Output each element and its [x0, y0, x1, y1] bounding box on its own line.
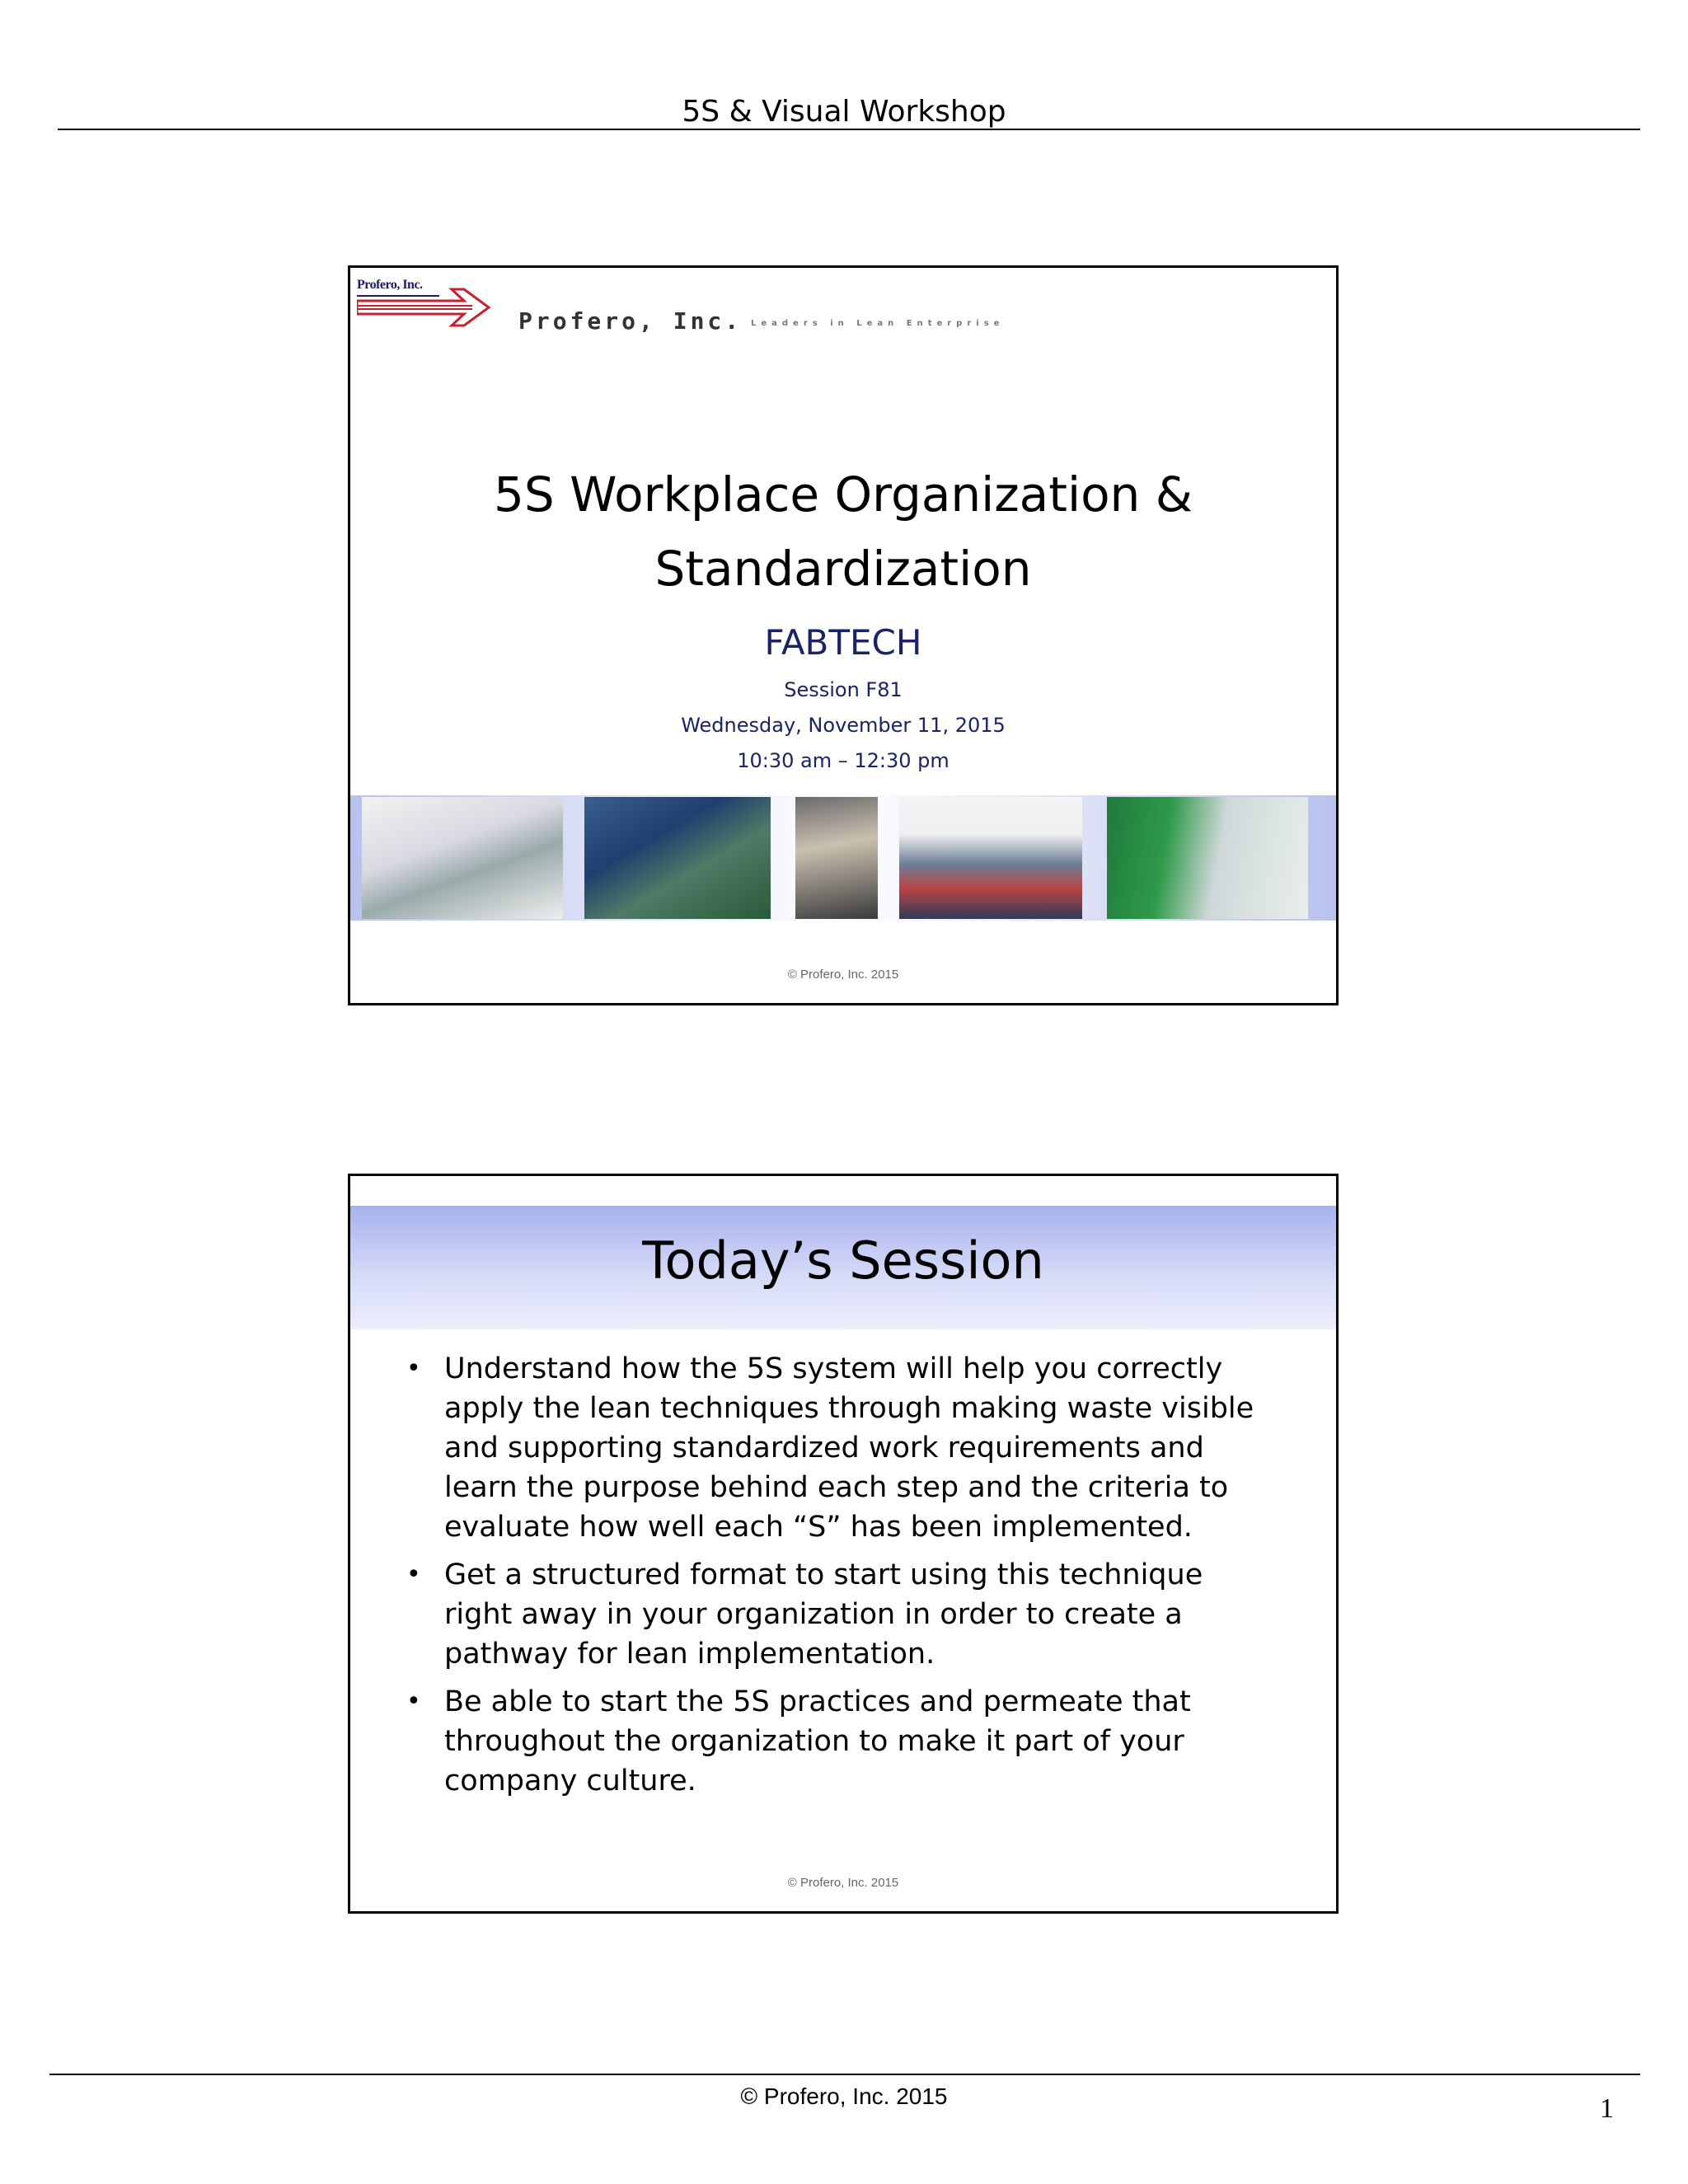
list-item: [400, 1682, 1273, 1801]
title-line-2: Standardization: [654, 541, 1032, 597]
slide-heading: Today’s Session: [642, 1230, 1044, 1291]
photo-strip: [350, 795, 1336, 921]
session-id: Session F81: [784, 678, 903, 701]
bullet-text: Get a structured format to start using this technique right away in your organization in order to create a pathway for lean implementation.: [444, 1558, 1203, 1671]
slide-footer: © Profero, Inc. 2015: [787, 968, 899, 982]
page-footer-copyright: © Profero, Inc. 2015: [740, 2083, 948, 2109]
workers-photo: [584, 797, 771, 919]
session-date: Wednesday, November 11, 2015: [681, 714, 1006, 737]
title-line-1: 5S Workplace Organization &: [494, 466, 1193, 523]
slide-title: [348, 265, 1339, 1005]
logo-small-name: Profero, Inc.: [357, 278, 423, 292]
technician-photo: [795, 797, 878, 919]
bullet-icon: •: [406, 1560, 421, 1589]
bullet-text: Be able to start the 5S practices and permeate that throughout the organization to make it part of your company culture.: [444, 1685, 1191, 1797]
list-item: [400, 1349, 1273, 1547]
company-logo: [357, 274, 1099, 340]
team-photo: [899, 797, 1082, 919]
header-rule: [58, 129, 1640, 130]
bullet-text: Understand how the 5S system will help you correctly apply the lean techniques through making waste visible and supporting standardized work requirements and learn the purpose behind each step and the criteria to evaluate how well each “S” has been implemented.: [444, 1352, 1254, 1544]
logo-tagline: Leaders in Lean Enterprise: [751, 319, 1005, 328]
page-header-title: 5S & Visual Workshop: [682, 95, 1006, 129]
list-item: [400, 1555, 1273, 1674]
warehouse-photo: [1107, 797, 1308, 919]
logo-brand-name: Profero, Inc.: [518, 307, 743, 335]
slide-footer: © Profero, Inc. 2015: [787, 1876, 899, 1890]
event-name: FABTECH: [764, 622, 922, 663]
session-time: 10:30 am – 12:30 pm: [737, 749, 950, 772]
footer-rule: [49, 2074, 1640, 2075]
bullet-icon: •: [406, 1687, 421, 1716]
meeting-photo: [362, 797, 563, 919]
slide-todays-session: [348, 1174, 1339, 1914]
slide-title-heading: [350, 457, 1336, 606]
bullet-list: [400, 1349, 1273, 1809]
bullet-icon: •: [406, 1354, 421, 1383]
page-number: 1: [1600, 2093, 1614, 2124]
